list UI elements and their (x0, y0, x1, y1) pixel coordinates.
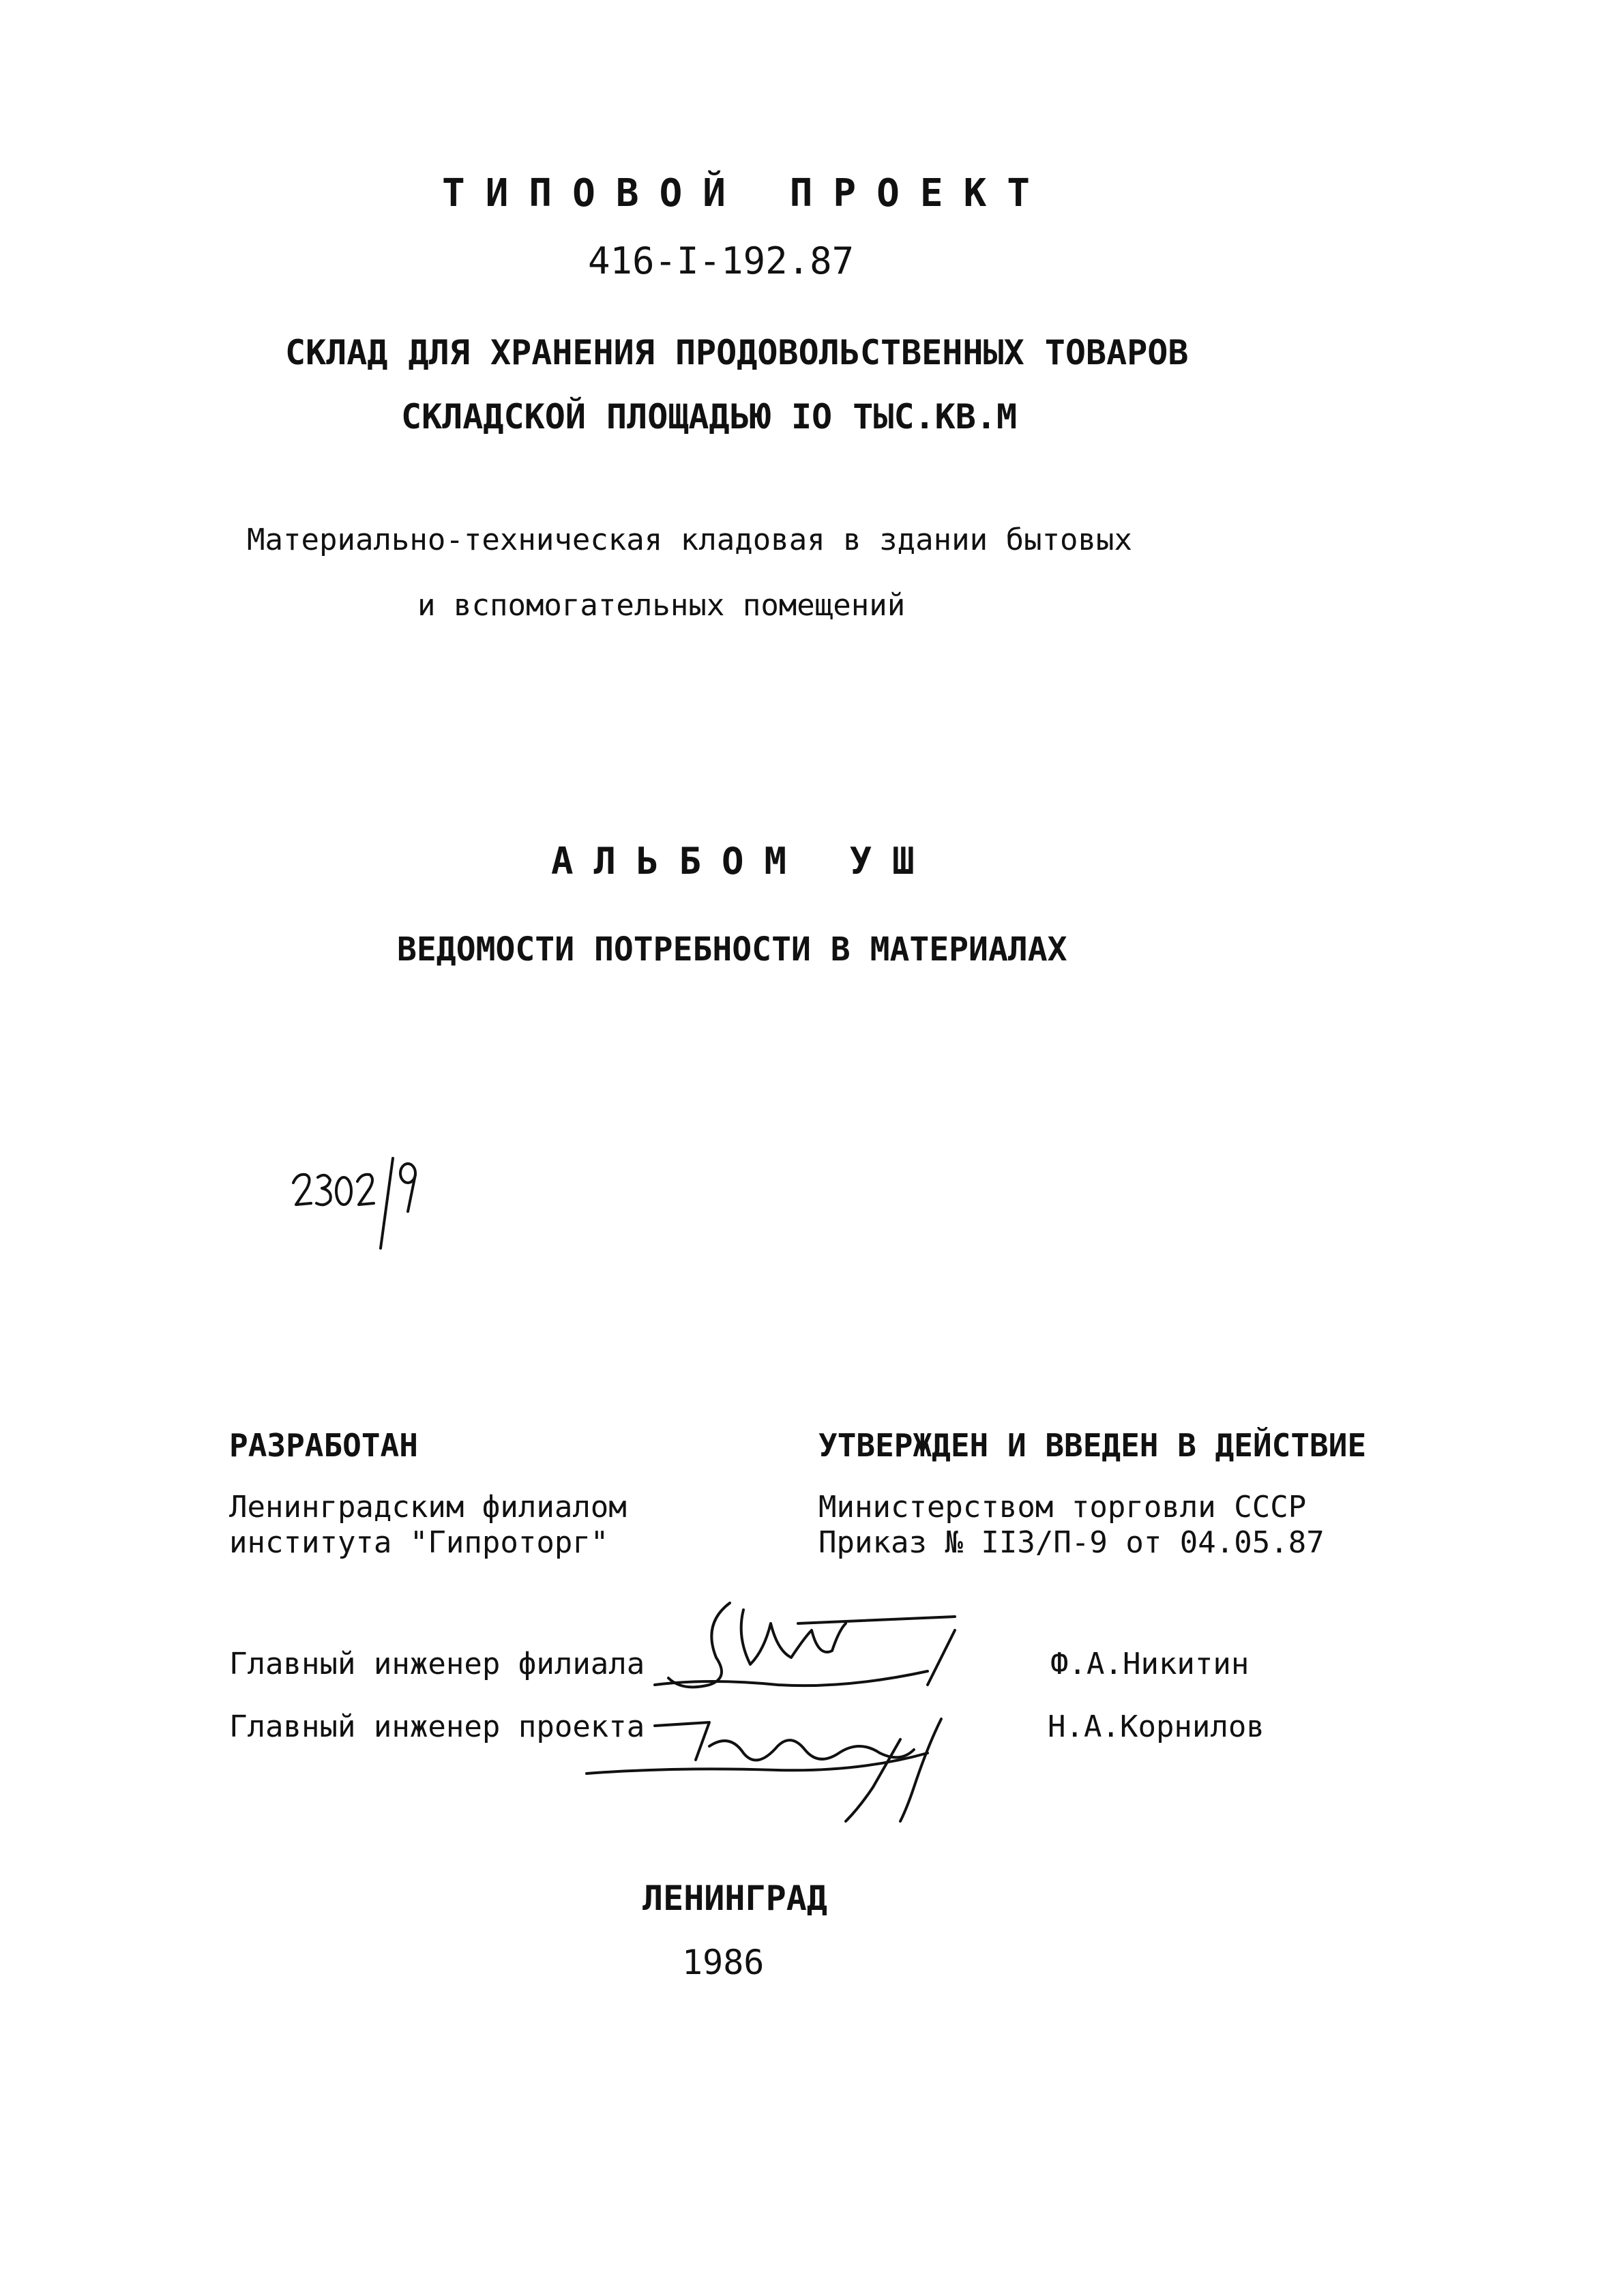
signatures-mark (573, 1583, 1091, 1828)
developed-label: РАЗРАБОТАН (229, 1427, 418, 1464)
doc-type-heading: ТИПОВОЙ ПРОЕКТ (442, 171, 1051, 216)
title-line-1: СКЛАД ДЛЯ ХРАНЕНИЯ ПРОДОВОЛЬСТВЕННЫХ ТОВАРОВ (285, 333, 1189, 372)
approved-order: Приказ № II3/П-9 от 04.05.87 (818, 1525, 1325, 1560)
album-label: АЛЬБОМ УШ (551, 840, 935, 883)
chief-engineer-project-role: Главный инженер проекта (229, 1709, 645, 1744)
city: ЛЕНИНГРАД (642, 1879, 827, 1918)
subtitle-line-1: Материально-техническая кладовая в здании бытовых (247, 523, 1133, 557)
approved-label: УТВЕРЖДЕН И ВВЕДЕН В ДЕЙСТВИЕ (818, 1427, 1367, 1464)
approved-org: Министерством торговли СССР (818, 1490, 1307, 1525)
chief-engineer-branch-role: Главный инженер филиала (229, 1647, 645, 1681)
developed-org-line-2: института "Гипроторг" (229, 1525, 609, 1560)
doc-code: 416-I-192.87 (588, 239, 855, 282)
chief-engineer-branch-name: Ф.А.Никитин (1050, 1647, 1250, 1681)
year: 1986 (682, 1943, 765, 1982)
album-name: ВЕДОМОСТИ ПОТРЕБНОСТИ В МАТЕРИАЛАХ (397, 930, 1067, 969)
developed-org-line-1: Ленинградским филиалом (229, 1490, 627, 1525)
chief-engineer-project-name: Н.А.Корнилов (1048, 1709, 1265, 1744)
title-line-2: СКЛАДСКОЙ ПЛОЩАДЬЮ IO ТЫС.КВ.М (401, 397, 1018, 437)
handwritten-number-mark (291, 1153, 427, 1255)
subtitle-line-2: и вспомогательных помещений (417, 588, 906, 623)
